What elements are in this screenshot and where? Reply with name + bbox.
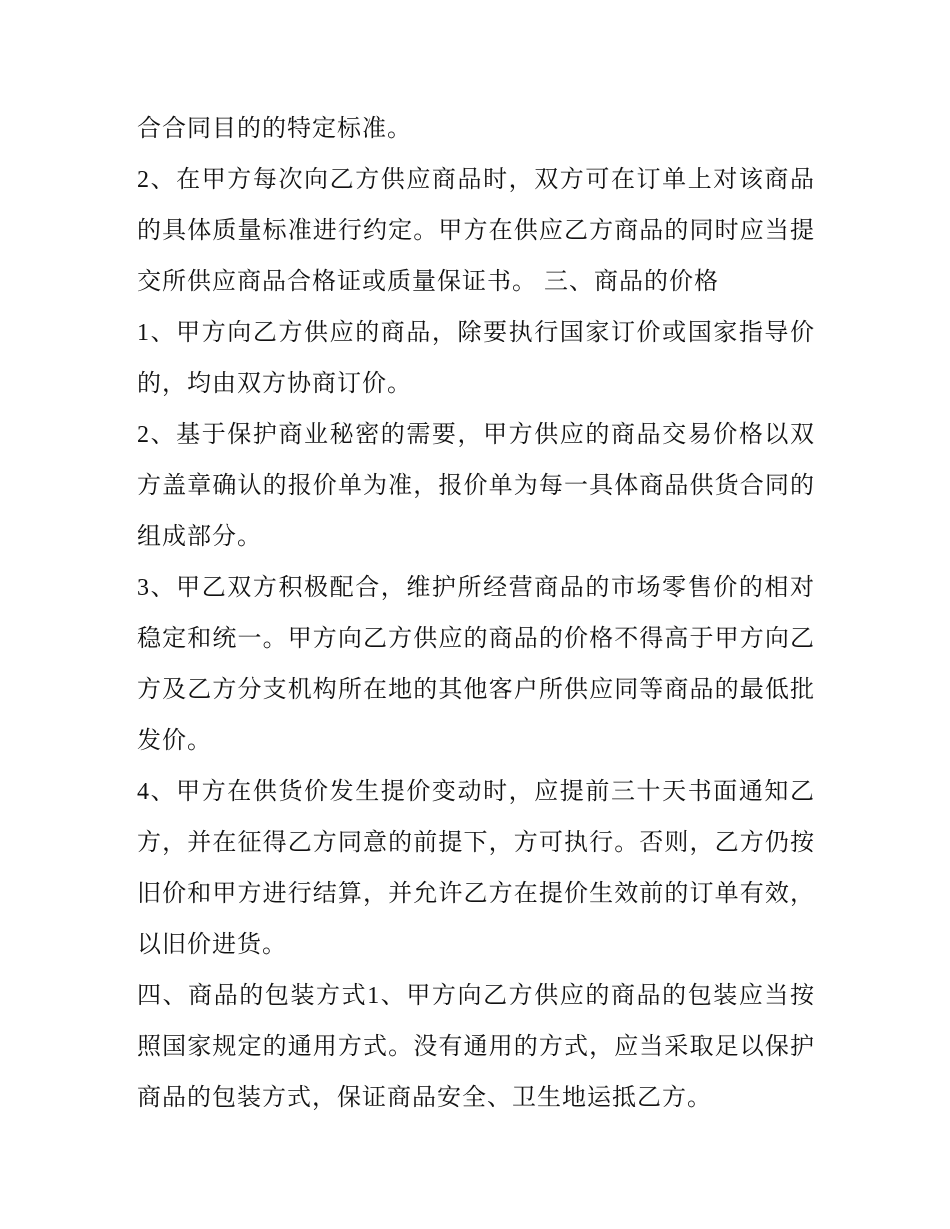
text-line: 四、商品的包装方式1、甲方向乙方供应的商品的包装应当按 — [137, 983, 815, 1009]
text-line: 的，均由双方协商订价。 — [137, 371, 412, 397]
text-line: 方及乙方分支机构所在地的其他客户所供应同等商品的最低批 — [137, 677, 815, 703]
document-page — [137, 104, 815, 1124]
text-line: 交所供应商品合格证或质量保证书。 三、商品的价格 — [137, 269, 719, 295]
text-line: 方盖章确认的报价单为准，报价单为每一具体商品供货合同的 — [137, 473, 815, 499]
text-line: 组成部分。 — [137, 524, 262, 550]
text-line: 方，并在征得乙方同意的前提下，方可执行。否则，乙方仍按 — [137, 830, 815, 856]
text-line: 1、甲方向乙方供应的商品，除要执行国家订价或国家指导价 — [137, 320, 815, 346]
text-line: 2、在甲方每次向乙方供应商品时，双方可在订单上对该商品 — [137, 167, 815, 193]
text-line: 商品的包装方式，保证商品安全、卫生地运抵乙方。 — [137, 1085, 712, 1111]
text-line: 照国家规定的通用方式。没有通用的方式，应当采取足以保护 — [137, 1034, 815, 1060]
text-line: 2、基于保护商业秘密的需要，甲方供应的商品交易价格以双 — [137, 422, 815, 448]
text-line: 以旧价进货。 — [137, 932, 287, 958]
text-line: 稳定和统一。甲方向乙方供应的商品的价格不得高于甲方向乙 — [137, 626, 815, 652]
text-line: 3、甲乙双方积极配合，维护所经营商品的市场零售价的相对 — [137, 575, 815, 601]
text-line: 4、甲方在供货价发生提价变动时，应提前三十天书面通知乙 — [137, 779, 815, 805]
text-line: 旧价和甲方进行结算，并允许乙方在提价生效前的订单有效， — [137, 881, 815, 907]
text-line: 的具体质量标准进行约定。甲方在供应乙方商品的同时应当提 — [137, 218, 815, 244]
text-line: 合合同目的的特定标准。 — [137, 116, 412, 142]
text-line: 发价。 — [137, 728, 212, 754]
